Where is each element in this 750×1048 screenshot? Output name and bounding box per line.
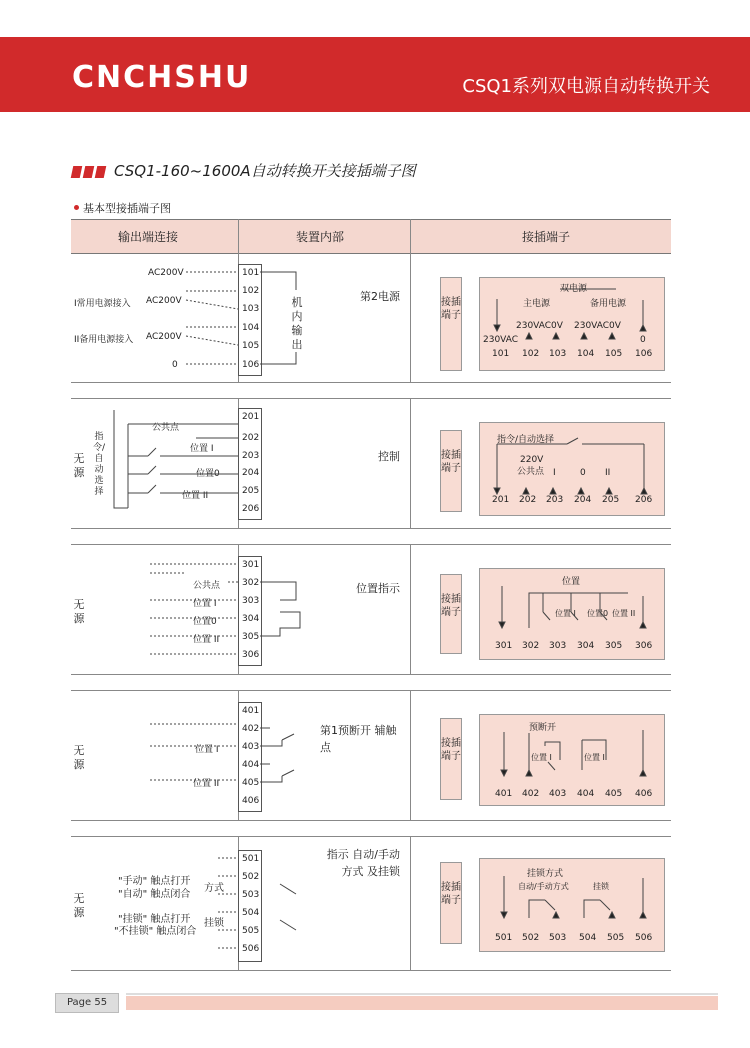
label-auto-close: "自动" 触点闭合 <box>118 889 191 900</box>
diagram-label: 位置0 <box>587 609 609 618</box>
terminal-number: 303 <box>242 596 260 606</box>
diagram-terminal: 405 <box>605 789 623 799</box>
document-title: CSQ1系列双电源自动转换开关 <box>462 76 710 97</box>
page-number: Page 55 <box>55 993 119 1013</box>
diagram-label: 自动/手动方式 <box>518 882 569 891</box>
passive-label: 无源 <box>73 598 85 625</box>
diagram-terminal: 403 <box>549 789 567 799</box>
diagram-terminal: 401 <box>495 789 513 799</box>
terminal-number: 304 <box>242 614 260 624</box>
diagram-label: II <box>605 468 611 478</box>
row-description: 指示 自动/手动方式 及挂锁 <box>326 848 400 878</box>
label-position-2: 位置 II <box>193 635 220 645</box>
diagram-label: 挂锁 <box>593 882 609 891</box>
label-position-2: 位置 II <box>182 491 209 501</box>
label-position-2: 位置 II <box>193 779 220 789</box>
passive-label: 无源 <box>73 892 85 919</box>
row-description: 控制 <box>378 450 400 463</box>
diagram-terminal: 203 <box>546 495 564 505</box>
diagram-terminal: 104 <box>577 349 595 359</box>
diagram-terminal: 406 <box>635 789 653 799</box>
row-description: 位置指示 <box>356 582 400 595</box>
label-ac200v: AC200V <box>146 296 182 306</box>
terminal-number: 204 <box>242 468 260 478</box>
vertical-terminal-label: 接插端子 <box>440 430 462 512</box>
section-title: CSQ1-160~1600A自动转换开关接插端子图 <box>114 162 416 180</box>
diagram-terminal: 105 <box>605 349 623 359</box>
terminal-number: 101 <box>242 268 260 278</box>
internal-output-label: 机内输出 <box>291 296 303 351</box>
brand-logo: CNCHSHU <box>72 60 252 95</box>
passive-label: 无源 <box>73 744 85 771</box>
diagram-label: 位置 I <box>555 609 576 618</box>
diagram-title: 位置 <box>562 577 581 587</box>
diagram-terminal: 301 <box>495 641 513 651</box>
diagram-label: 0V <box>551 321 563 331</box>
footer-bar <box>126 996 718 1010</box>
diagram-title: 挂锁方式 <box>527 869 564 879</box>
terminal-number: 503 <box>242 890 260 900</box>
terminal-number: 302 <box>242 578 260 588</box>
terminal-number: 301 <box>242 560 260 570</box>
diagram-label: 位置 I <box>531 753 552 762</box>
diagram-terminal: 304 <box>577 641 595 651</box>
label-ac200v: AC200V <box>148 268 184 278</box>
diagram-label: 230VAC <box>516 321 552 331</box>
diagram-terminal: 205 <box>602 495 620 505</box>
terminal-number: 305 <box>242 632 260 642</box>
command-label: 指令/自动选择 <box>93 432 106 497</box>
diagram-terminal: 505 <box>607 933 625 943</box>
terminal-number: 506 <box>242 944 260 954</box>
diagram-label: 0 <box>580 468 586 478</box>
terminal-number: 505 <box>242 926 260 936</box>
terminal-number: 205 <box>242 486 260 496</box>
diagram-terminal: 402 <box>522 789 540 799</box>
diagram-terminal: 504 <box>579 933 597 943</box>
diagram-terminal: 102 <box>522 349 540 359</box>
col-header-terminal: 接插端子 <box>522 230 571 244</box>
diagram-terminal: 303 <box>549 641 567 651</box>
label-position-1: 位置 I <box>193 599 217 609</box>
terminal-number: 403 <box>242 742 260 752</box>
terminal-number: 102 <box>242 286 260 296</box>
diagram-label: 位置 II <box>612 609 636 618</box>
vertical-terminal-label: 接插端子 <box>440 718 462 800</box>
passive-label: 无源 <box>73 452 85 479</box>
footer-line <box>126 993 718 995</box>
diagram-label: 230VAC <box>574 321 610 331</box>
label-position-1: 位置 I <box>190 444 214 454</box>
vertical-terminal-label: 接插端子 <box>440 862 462 944</box>
terminal-number: 201 <box>242 412 260 422</box>
terminal-number: 306 <box>242 650 260 660</box>
diagram-label: 0 <box>640 335 646 345</box>
terminal-number: 103 <box>242 304 260 314</box>
terminal-number: 501 <box>242 854 260 864</box>
terminal-number: 106 <box>242 360 260 370</box>
diagram-terminal: 106 <box>635 349 653 359</box>
terminal-number: 206 <box>242 504 260 514</box>
diagram-terminal: 204 <box>574 495 592 505</box>
label-position-0: 位置0 <box>193 617 217 627</box>
terminal-number: 405 <box>242 778 260 788</box>
diagram-title: 预断开 <box>529 723 557 733</box>
label-normal-source: I常用电源接入 <box>74 299 131 309</box>
diagram-terminal: 302 <box>522 641 540 651</box>
terminal-number: 502 <box>242 872 260 882</box>
diagram-label: I <box>553 468 556 478</box>
subsection-title: 基本型接插端子图 <box>83 202 171 215</box>
diagram-terminal: 502 <box>522 933 540 943</box>
diagram-title: 双电源 <box>560 284 588 294</box>
diagram-terminal: 501 <box>495 933 513 943</box>
diagram-terminal: 404 <box>577 789 595 799</box>
terminal-number: 105 <box>242 341 260 351</box>
diagram-label: 公共点 <box>517 467 545 477</box>
terminal-number: 402 <box>242 724 260 734</box>
vertical-terminal-label: 接插端子 <box>440 277 462 371</box>
label-standby-source: II备用电源接入 <box>74 335 134 345</box>
col-header-internal: 装置内部 <box>296 230 345 244</box>
label-position-1: 位置 I <box>195 745 219 755</box>
terminal-number: 401 <box>242 706 260 716</box>
diagram-terminal: 305 <box>605 641 623 651</box>
label-zero: 0 <box>172 360 178 370</box>
terminal-number: 504 <box>242 908 260 918</box>
diagram-terminal: 503 <box>549 933 567 943</box>
label-lock: 挂锁 <box>204 918 224 929</box>
label-manual-open: "手动" 触点打开 <box>118 876 191 887</box>
terminal-number: 404 <box>242 760 260 770</box>
diagram-terminal: 201 <box>492 495 510 505</box>
terminal-number: 104 <box>242 323 260 333</box>
label-lock-open: "挂锁" 触点打开 <box>118 914 191 925</box>
label-unlock-close: "不挂锁" 触点闭合 <box>114 926 197 937</box>
diagram-label: 主电源 <box>523 299 551 309</box>
col-header-output: 输出端连接 <box>118 230 179 244</box>
diagram-label: 230VAC <box>483 335 519 345</box>
diagram-label: 220V <box>520 455 544 465</box>
terminal-number: 406 <box>242 796 260 806</box>
terminal-number: 202 <box>242 433 260 443</box>
diagram-label: 备用电源 <box>590 299 627 309</box>
diagram-terminal: 506 <box>635 933 653 943</box>
row-description: 第2电源 <box>360 290 400 303</box>
diagram-terminal: 306 <box>635 641 653 651</box>
row-description: 第1预断开 辅触点 <box>320 724 397 754</box>
label-common: 公共点 <box>193 581 221 591</box>
diagram-terminal: 103 <box>549 349 567 359</box>
terminal-number: 203 <box>242 451 260 461</box>
diagram-label: 位置 II <box>584 753 608 762</box>
diagram-title: 指令/自动选择 <box>497 435 555 445</box>
diagram-terminal: 202 <box>519 495 537 505</box>
diagram-label: 0V <box>609 321 621 331</box>
vertical-terminal-label: 接插端子 <box>440 574 462 654</box>
diagram-terminal: 101 <box>492 349 510 359</box>
label-common: 公共点 <box>152 423 180 433</box>
label-ac200v: AC200V <box>146 332 182 342</box>
diagram-terminal: 206 <box>635 495 653 505</box>
label-mode: 方式 <box>204 883 224 894</box>
label-position-0: 位置0 <box>196 469 220 479</box>
